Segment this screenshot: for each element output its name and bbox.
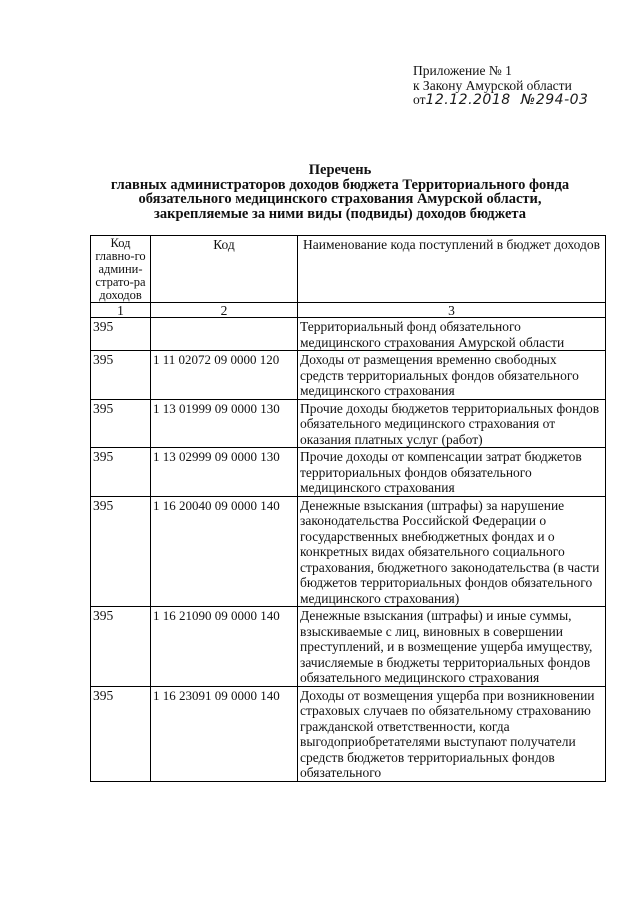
row-income-name: Доходы от размещения временно свободных средств территориальных фондов обязательного медицинского страхования xyxy=(298,351,606,400)
row-admin-code: 395 xyxy=(91,399,151,448)
row-income-name: Доходы от возмещения ущерба при возникновении страховых случаев по обязательному страхованию гражданской ответственности, когда выгодоприобретателями выступают получатели средств бюджетов территориальных фондов обязательного xyxy=(298,686,606,781)
row-admin-code: 395 xyxy=(91,496,151,607)
appendix-title: Приложение № 1 xyxy=(413,63,512,78)
row-income-code: 1 16 20040 09 0000 140 xyxy=(151,496,298,607)
row-income-code: 1 11 02072 09 0000 120 xyxy=(151,351,298,400)
column-number-3: 3 xyxy=(298,303,606,318)
table-row xyxy=(91,399,606,448)
row-income-name: Денежные взыскания (штрафы) за нарушение законодательства Российской Федерации о государственных внебюджетных фондах и о конкретных видах обязательного социального страхования, бюджетного законодательства (в части бюджетов территориальных фондов обязательного медицинского страхования) xyxy=(298,496,606,607)
row-income-code: 1 16 23091 09 0000 140 xyxy=(151,686,298,781)
appendix-date-handwritten: 12.12.2018 xyxy=(425,92,511,108)
row-admin-code: 395 xyxy=(91,351,151,400)
row-income-code: 1 13 02999 09 0000 130 xyxy=(151,448,298,497)
row-income-code xyxy=(151,318,298,351)
table-row xyxy=(91,607,606,687)
appendix-number-sign: № xyxy=(520,92,536,108)
row-income-name: Прочие доходы от компенсации затрат бюджетов территориальных фондов обязательного медицинского страхования xyxy=(298,448,606,497)
appendix-date-prefix: от xyxy=(413,92,426,107)
row-income-name: Территориальный фонд обязательного медицинского страхования Амурской области xyxy=(298,318,606,351)
appendix-number-handwritten: 294-03 xyxy=(535,92,589,108)
table-row xyxy=(91,448,606,497)
row-income-name: Денежные взыскания (штрафы) и иные суммы, взыскиваемые с лиц, виновных в совершении преступлений, и в возмещение ущерба имуществу, зачисляемые в бюджеты территориальных фондов обязательного медицинского страхования xyxy=(298,607,606,687)
appendix-law-ref: к Закону Амурской области xyxy=(413,77,572,93)
title-line-1: Перечень xyxy=(308,162,372,178)
title-line-2: главных администраторов доходов бюджета Территориального фонда xyxy=(110,176,570,193)
row-admin-code: 395 xyxy=(91,686,151,781)
row-admin-code: 395 xyxy=(91,318,151,351)
table-row xyxy=(91,686,606,781)
table-row xyxy=(91,496,606,607)
table-row xyxy=(91,351,606,400)
header-name: Наименование кода поступлений в бюджет доходов xyxy=(298,236,606,303)
row-admin-code: 395 xyxy=(91,607,151,687)
row-admin-code: 395 xyxy=(91,448,151,497)
revenue-administrators-table xyxy=(90,235,606,782)
title-line-4: закрепляемые за ними виды (подвиды) доходов бюджета xyxy=(154,205,526,222)
row-income-code: 1 13 01999 09 0000 130 xyxy=(151,399,298,448)
document-title xyxy=(60,163,620,221)
column-number-2: 2 xyxy=(151,303,298,318)
table-header-row xyxy=(91,236,606,303)
row-income-name: Прочие доходы бюджетов территориальных фондов обязательного медицинского страхования от оказания платных услуг (работ) xyxy=(298,399,606,448)
appendix-block xyxy=(413,64,588,108)
title-line-3: обязательного медицинского страхования Амурской области, xyxy=(138,191,542,207)
table-column-numbers xyxy=(91,303,606,318)
header-admin-code: Код главно-го админи-страто-ра доходов xyxy=(91,236,151,303)
header-code: Код xyxy=(151,236,298,303)
table-row xyxy=(91,318,606,351)
row-income-code: 1 16 21090 09 0000 140 xyxy=(151,607,298,687)
column-number-1: 1 xyxy=(91,303,151,318)
appendix-date-line xyxy=(413,93,588,108)
